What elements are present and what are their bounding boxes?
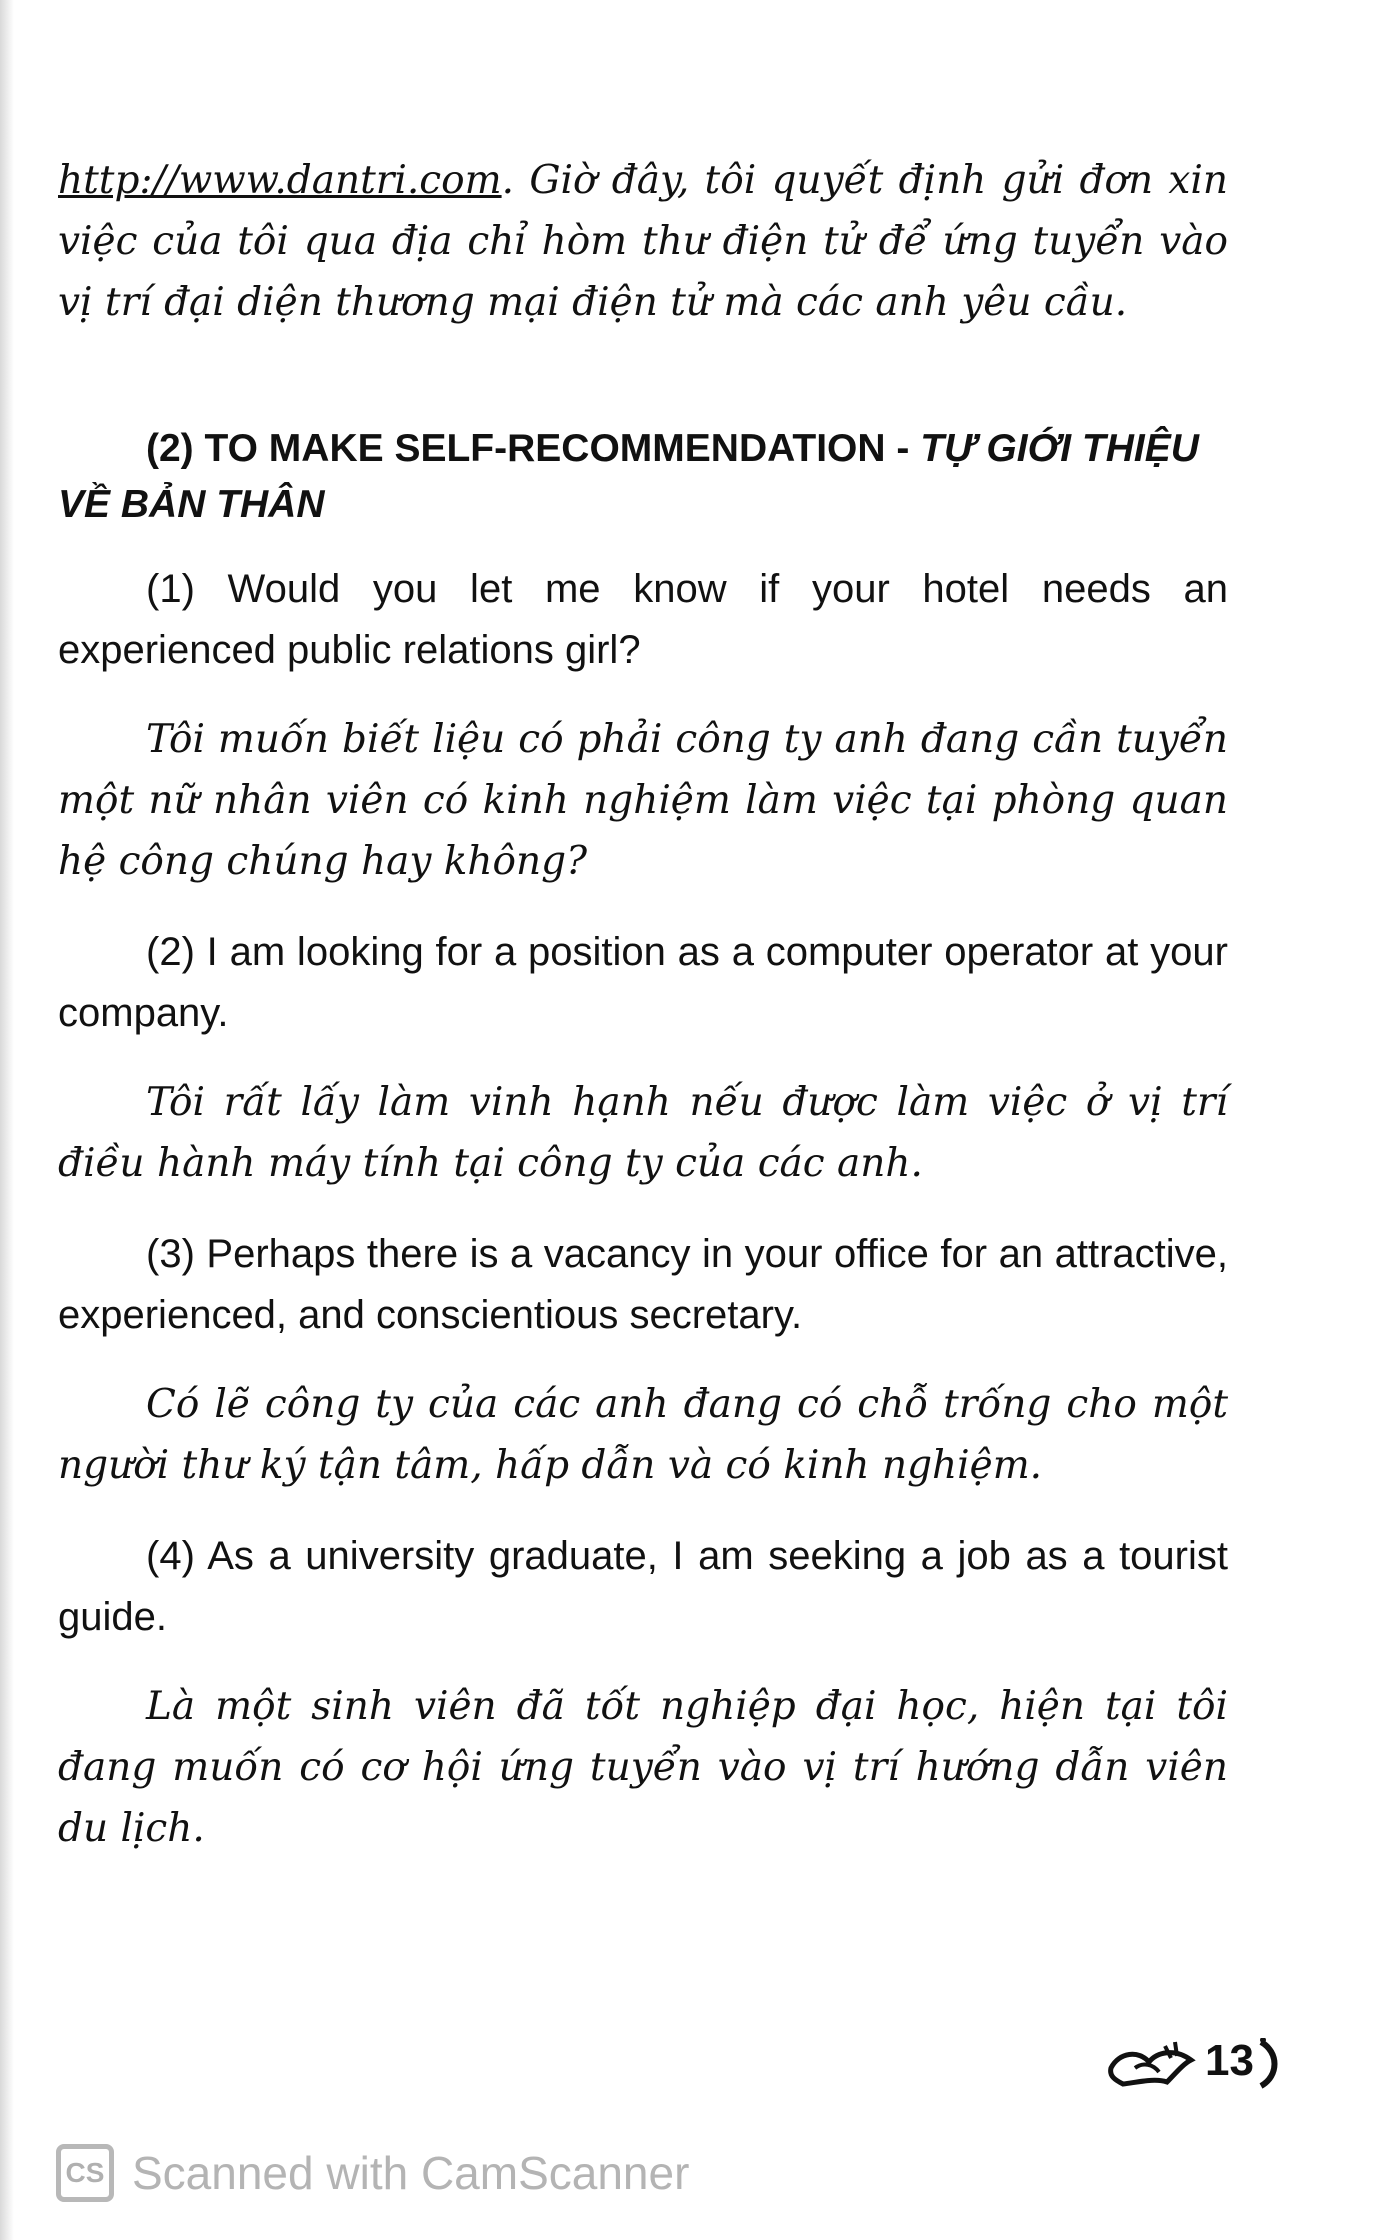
page-number: 13 [1205,2036,1254,2085]
phrase-4-en: (4) As a university graduate, I am seeking a job as a tourist guide. [58,1534,1228,1639]
section-heading-vi: TỰ GIỚI THIỆU VỀ BẢN THÂN [58,427,1199,526]
page-number-brace-icon [1257,2038,1283,2090]
phrase-2-en: (2) I am looking for a position as a computer operator at your company. [58,930,1228,1035]
intro-paragraph [58,150,1228,333]
page-ornament-icon [1105,2038,1201,2090]
page-content [58,150,1228,1859]
phrase-3-vi: Có lẽ công ty của các anh đang có chỗ trống cho một người thư ký tận tâm, hấp dẫn và có kinh nghiệm. [58,1382,1228,1488]
watermark-text: Scanned with CamScanner [132,2147,690,2199]
camscanner-watermark [56,2140,689,2206]
page-number-block [1105,2030,1285,2100]
phrase-3-en: (3) Perhaps there is a vacancy in your office for an attractive, experienced, and conscientious secretary. [58,1232,1228,1337]
page-spine-shadow [0,0,14,2240]
phrase-2-vi: Tôi rất lấy làm vinh hạnh nếu được làm việc ở vị trí điều hành máy tính tại công ty của các anh. [58,1080,1228,1186]
phrase-1-en: (1) Would you let me know if your hotel needs an experienced public relations girl? [58,567,1228,672]
camscanner-logo-icon: CS [56,2144,114,2202]
intro-link[interactable]: http://www.dantri.com [58,158,502,203]
section-heading-en: (2) TO MAKE SELF-RECOMMENDATION - [146,427,921,470]
section-heading [58,421,1228,533]
phrase-1-vi: Tôi muốn biết liệu có phải công ty anh đang cần tuyển một nữ nhân viên có kinh nghiệm làm việc tại phòng quan hệ công chúng hay không? [58,717,1228,884]
intro-text: . Giờ đây, tôi quyết định gửi đơn xin việc của tôi qua địa chỉ hòm thư điện tử để ứng tuyển vào vị trí đại diện thương mại điện tử mà các anh yêu cầu. [58,158,1228,325]
phrase-4-vi: Là một sinh viên đã tốt nghiệp đại học, hiện tại tôi đang muốn có cơ hội ứng tuyển vào vị trí hướng dẫn viên du lịch. [58,1684,1228,1851]
